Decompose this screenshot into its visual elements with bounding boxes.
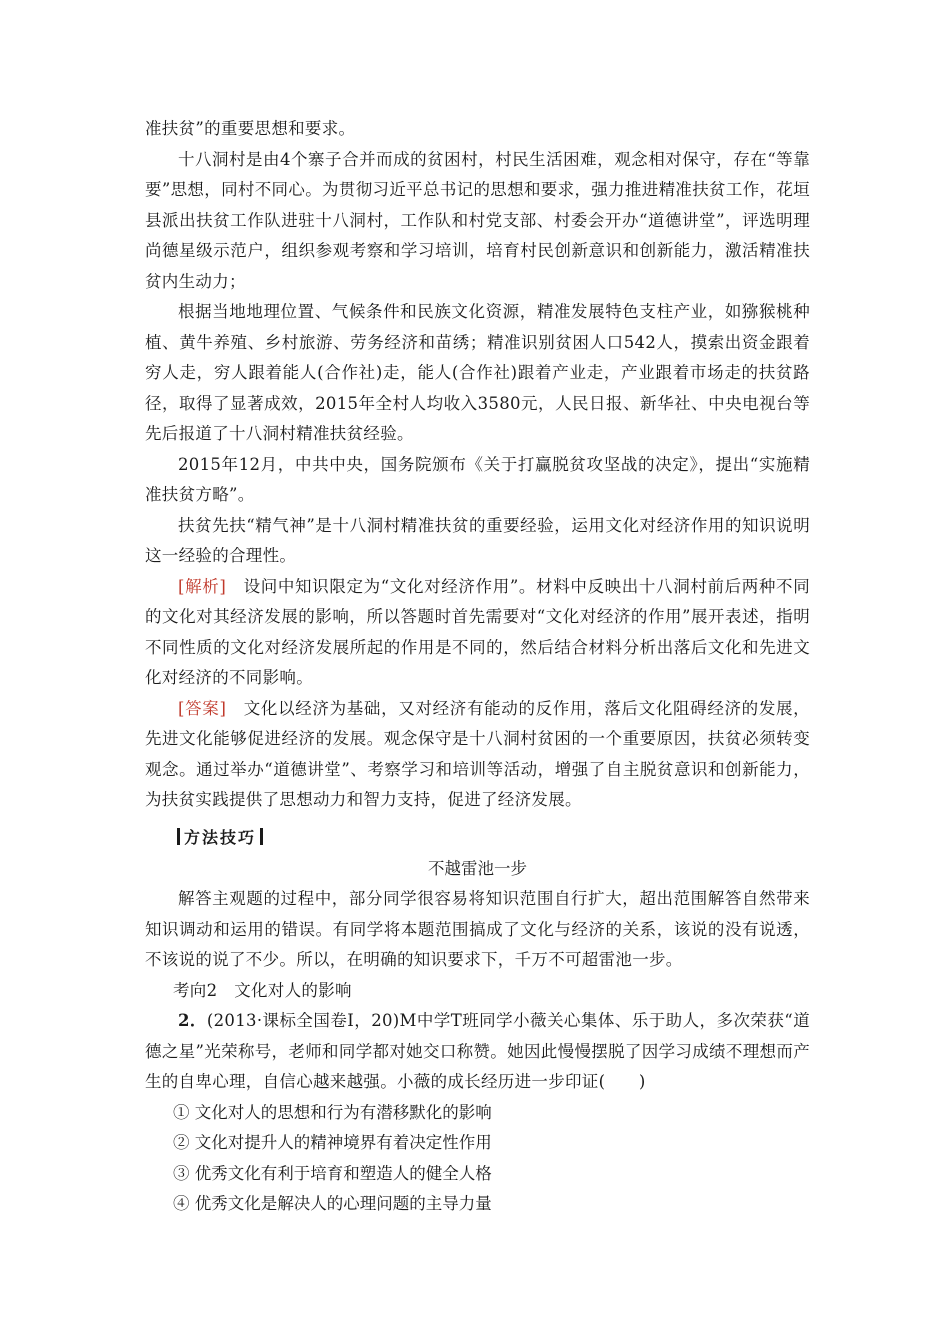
- analysis-text: 设问中知识限定为“文化对经济作用”。材料中反映出十八洞村前后两种不同的文化对其经济发展的影响，所以答题时首先需要对“文化对经济的作用”展开表述，指明不同性质的文化对经济发展所起的作用是不同的，然后结合材料分析出落后文化和先进文化对经济的不同影响。: [145, 576, 810, 687]
- option-4: ④ 优秀文化是解决人的心理问题的主导力量: [173, 1194, 492, 1213]
- method-title: 方法技巧: [184, 828, 257, 847]
- method-title-box: [173, 825, 267, 848]
- option-1: ① 文化对人的思想和行为有潜移默化的影响: [173, 1102, 492, 1122]
- paragraph-question-prompt: 扶贫先扶“精气神”是十八洞村精准扶贫的重要经验，运用文化对经济作用的知识说明这一经验的合理性。: [145, 515, 810, 565]
- paragraph-village-background: 十八洞村是由4个寨子合并而成的贫困村，村民生活困难，观念相对保守，存在“等靠要”思想，同村不同心。为贯彻习近平总书记的思想和要求，强力推进精准扶贫工作，花垣县派出扶贫工作队进驻十八洞村，工作队和村党支部、村委会开办“道德讲堂”，评选明理尚德星级示范户，组织参观考察和学习培训，培育村民创新意识和创新能力，激活精准扶贫内生动力；: [145, 149, 810, 291]
- answer-block: [145, 694, 810, 816]
- option-2: ② 文化对提升人的精神境界有着决定性作用: [173, 1133, 492, 1152]
- question-block: [145, 1006, 810, 1098]
- question-number: 2．: [178, 1011, 207, 1030]
- left-bar-icon: [177, 828, 180, 845]
- method-subtitle: 不越雷池一步: [428, 858, 527, 878]
- section-heading: 考向2 文化对人的影响: [173, 980, 352, 1000]
- right-bar-icon: [260, 828, 263, 845]
- question-text: (2013·课标全国卷Ⅰ，20)M中学T班同学小薇关心集体、乐于助人，多次荣获“道德之星”光荣称号，老师和同学都对她交口称赞。她因此慢慢摆脱了因学习成绩不理想而产生的自卑心理，自信心越来越强。小薇的成长经历进一步印证( ): [145, 1011, 810, 1091]
- paragraph-industry-development: 根据当地地理位置、气候条件和民族文化资源，精准发展特色支柱产业，如猕猴桃种植、黄牛养殖、乡村旅游、劳务经济和苗绣；精准识别贫困人口542人，摸索出资金跟着穷人走，穷人跟着能人(合作社)走，能人(合作社)跟着产业走，产业跟着市场走的扶贫路径，取得了显著成效，2015年全村人均收入3580元，人民日报、新华社、中央电视台等先后报道了十八洞村精准扶贫经验。: [145, 302, 810, 443]
- method-text: 解答主观题的过程中，部分同学很容易将知识范围自行扩大，超出范围解答自然带来知识调动和运用的错误。有同学将本题范围搞成了文化与经济的关系，该说的没有说透，不该说的说了不少。所以，在明确的知识要求下，千万不可超雷池一步。: [145, 889, 810, 969]
- answer-text: 文化以经济为基础，又对经济有能动的反作用，落后文化阻碍经济的发展，先进文化能够促进经济的发展。观念保守是十八洞村贫困的一个重要原因，扶贫必须转变观念。通过举办“道德讲堂”、考察学习和培训等活动，增强了自主脱贫意识和创新能力，为扶贫实践提供了思想动力和智力支持，促进了经济发展。: [145, 698, 810, 809]
- paragraph-policy: 2015年12月，中共中央，国务院颁布《关于打赢脱贫攻坚战的决定》，提出“实施精准扶贫方略”。: [145, 454, 810, 504]
- answer-tag: [答案]: [178, 698, 227, 718]
- paragraph-continuation: 准扶贫”的重要思想和要求。: [145, 119, 356, 138]
- analysis-block: [145, 572, 810, 694]
- analysis-tag: [解析]: [178, 576, 227, 596]
- option-3: ③ 优秀文化有利于培育和塑造人的健全人格: [173, 1163, 492, 1183]
- document-page: [145, 114, 810, 1220]
- method-heading: [173, 822, 810, 852]
